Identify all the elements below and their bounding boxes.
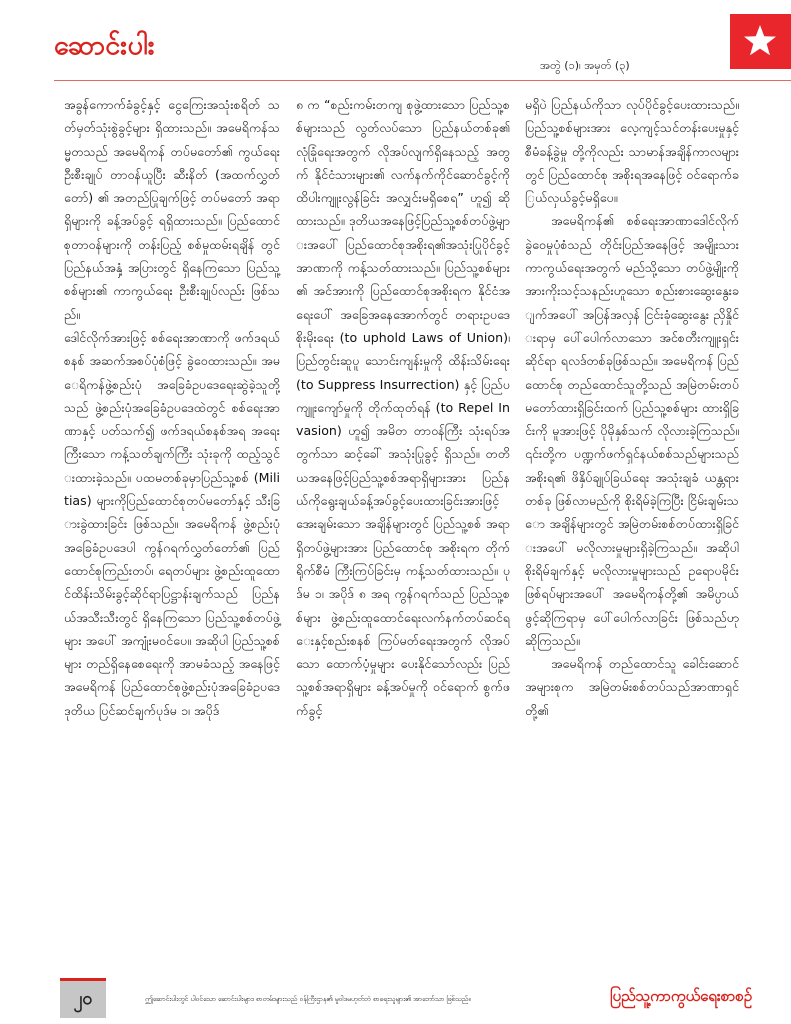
page-header [0,0,791,86]
section-title: ဆောင်းပါး [54,30,156,61]
paragraph: ဒေါင်လိုက်အားဖြင့် စစ်ရေးအာဏာကို ဖက်ဒရယ်စနစ် အဆက်အစပ်ပုံစံဖြင့် ခွဲဝေထားသည်။ အမေရိကန်ဖွဲ့စည်းပုံ အခြေခံဥပဒေရေးဆွဲခဲ့သူတို့သည် ဖွဲ့စည်းပုံအခြေခံဥပဒေထဲတွင် စစ်ရေးအာဏာနှင့် ပတ်သက်၍ ဖက်ဒရယ်စနစ်အရ အရေးကြီးသော ကန့်သတ်ချက်ကြီး သုံးခုကို ထည့်သွင်းထားခဲ့သည်။ ပထမတစ်ခုမှာပြည်သူ့စစ် (Militias) များကိုပြည်ထောင်စုတပ်မတော်နှင့် သီးခြားခွဲထားခြင်း ဖြစ်သည်။ အမေရိကန် ဖွဲ့စည်းပုံအခြေခံဥပဒေပါ ကွန်ဂရက်လွှတ်တော်၏ ပြည်ထောင်စုကြည်းတပ်၊ ရေတပ်များ ဖွဲ့စည်းထူထောင်ထိန်းသိမ်းခွင့်ဆိုင်ရာပြဋ္ဌာန်းချက်သည် ပြည်နယ်အသီးသီးတွင် ရှိနေကြသော ပြည်သူ့စစ်တပ်ဖွဲ့များ အပေါ် အကျုံးမဝင်ပေ။ အဆိုပါ ပြည်သူ့စစ်များ တည်ရှိနေစေရေးကို အာမခံသည့် အနေဖြင့် အမေရိကန် ပြည်ထောင်စုဖွဲ့စည်းပုံအခြေခံဥပဒေ ဒုတိယ ပြင်ဆင်ချက်ပုဒ်မ ၁၊ အပိုဒ် [64,329,280,718]
paragraph: ၈ က “စည်းကမ်းတကျ စုဖွဲ့ထားသော ပြည်သူ့စစ်များသည် လွတ်လပ်သော ပြည်နယ်တစ်ခု၏ လုံခြုံရေးအတွက် လိုအပ်လျက်ရှိနေသည့် အတွက် နိုင်ငံသားများ၏ လက်နက်ကိုင်ဆောင်ခွင့်ကို ထိပါးကျူးလွန်ခြင်း အလျှင်းမရှိစေရ” ဟူ၍ ဆိုထားသည်။ ဒုတိယအနေဖြင့်ပြည်သူ့စစ်တပ်ဖွဲ့များအပေါ် ပြည်ထောင်စုအစိုးရ၏အသုံးပြုပိုင်ခွင့် အာဏာကို ကန့်သတ်ထားသည်။ ပြည်သူ့စစ်များ၏ အင်အားကို ပြည်ထောင်စုအစိုးရက နိုင်ငံအရေးပေါ် အခြေအနေအောက်တွင် တရားဥပဒေ စိုးမိုးရေး (to uphold Laws of Union)၊ ပြည်တွင်းဆူပူ သောင်းကျန်းမှုကို ထိန်းသိမ်းရေး (to Suppress Insurrection) နှင့် ပြည်ပကျူးကျော်မှုကို တိုက်ထုတ်ရန် (to Repel Invasion) ဟူ၍ အမိတ တာဝန်ကြီး သုံးရပ်အတွက်သာ ဆင့်ခေါ် အသုံးပြုခွင့် ရှိသည်။ တတိယအနေဖြင့်ပြည်သူ့စစ်အရာရှိများအား ပြည်နယ်ကိုရွေးချယ်ခန့်အပ်ခွင့်ပေးထားခြင်းအားဖြင့် အေးချမ်းသော အချိန်များတွင် ပြည်သူ့စစ် အရာရှိတပ်ဖွဲ့များအား ပြည်ထောင်စု အစိုးရက တိုက်ရိုက်စီမံ ကြီးကြပ်ခြင်းမှ ကန့်သတ်ထားသည်။ ပုဒ်မ ၁၊ အပိုဒ် ၈ အရ ကွန်ဂရက်သည် ပြည်သူ့စစ်များ ဖွဲ့စည်းထူထောင်ရေးလက်နက်တပ်ဆင်ရေးနှင့်စည်းစနစ် ကြပ်မတ်ရေးအတွက် လိုအပ်သော ထောက်ပံ့မှုများ ပေးနိုင်သော်လည်း ပြည်သူ့စစ်အရာရှိများ ခန့်အပ်မှုကို ဝင်ရောက် စွက်ဖက်ခွင့် [296,97,510,718]
article-column-1 [64,93,280,722]
paragraph: အခွန်ကောက်ခံခွင့်နှင့် ငွေကြေးအသုံးစရိတ် သတ်မှတ်သုံးစွဲခွင့်များ ရှိထားသည်။ အမေရိကန်သမ္မတသည် အမေရိကန် တပ်မတော်၏ ကွယ်ရေး ဦးစီးချုပ် တာဝန်ယူပြီး ဆီးနိတ် (အထက်လွှတ်တော်) ၏ အတည်ပြုချက်ဖြင့် တပ်မတော် အရာရှိများကို ခန့်အပ်ခွင့် ရရှိထားသည်။ ပြည်ထောင်စုတာဝန်များကို တန်းပြည့် စစ်မှုထမ်းရချိန် တွင် ပြည်နယ်အနှံ့ အပြားတွင် ရှိနေကြသော ပြည်သူ့စစ်များ၏ ကာကွယ်ရေး ဦးစီးချုပ်လည်း ဖြစ်သည်။ [64,97,280,322]
flag-logo [730,14,791,69]
disclaimer-text: ဤဆောင်းပါးတွင် ပါဝင်သော ဆောင်းပါးများ၊ စာတမ်းများသည် ဝန်ကြီးဌာန၏ မူဝါဒမဟုတ်ဘဲ စာရေးသူများ၏ အာဘော်သာ ဖြစ်သည်။ [145,995,471,1003]
article-column-3 [525,93,739,722]
white-star-icon [742,23,778,59]
page-number-box [60,978,106,1018]
issue-label: အတွဲ (၁)၊ အမှတ် (၃) [540,59,630,72]
page-number: ၂၀ [73,988,93,1009]
article-column-2 [296,93,510,722]
paragraph: အမေရိကန်၏ စစ်ရေးအာဏာဒေါင်လိုက် ခွဲဝေမှုပုံစံသည် တိုင်းပြည်အနေဖြင့် အမျိုးသား ကာကွယ်ရေးအတွက် မည်သို့သော တပ်ဖွဲ့မျိုးကို အားကိုးသင့်သနည်းဟူသော စည်းစားဆွေးနွေးချက်အပေါ် အပြန်အလှန် ငြင်းခုံဆွေးနွေး ညှိနှိုင်းရာမှ ပေါ်ပေါက်လာသော အင်စတီးကျူးရှင်းဆိုင်ရာ ရလဒ်တစ်ခုဖြစ်သည်။ အမေရိကန် ပြည်ထောင်စု တည်ထောင်သူတို့သည် အမြဲတမ်းတပ်မတော်ထားရှိခြင်းထက် ပြည်သူ့စစ်များ ထားရှိခြင်းကို မူအားဖြင့် ပိုမိုနှစ်သက် လိုလားခဲ့ကြသည်။ ၎င်းတို့က ပဏ္ဍက်ဖက်ရှင်နယ်စစ်သည်များသည် အစိုးရ၏ ဖိနှိပ်ချုပ်ခြယ်ရေး အသုံးချခံ ယန္တရားတစ်ခု ဖြစ်လာမည်ကို စိုးရိမ်ခဲ့ကြပြီး ငြိမ်းချမ်းသော အချိန်များတွင် အမြဲတမ်းစစ်တပ်ထားရှိခြင်းအပေါ် မလိုလားမှုများရှိခဲ့ကြသည်။ အဆိုပါ စိုးရိမ်ချက်နှင့် မလိုလားမှုများသည် ဥရောပမိုင်း ဖြစ်ရပ်များအပေါ် အမေရိကန်တို့၏ အမိပ္ပာယ် ဖွင့်ဆိုကြရာမှ ပေါ်ပေါက်လာခြင်း ဖြစ်သည်ဟု ဆိုကြသည်။ [525,213,739,648]
page-footer [0,975,791,1024]
header-divider [54,80,791,81]
publication-brand: ပြည်သူ့ကာကွယ်ရေးစာစဉ် [610,987,753,1005]
paragraph: မရှိပဲ ပြည်နယ်ကိုသာ လုပ်ပိုင်ခွင့်ပေးထားသည်။ ပြည်သူ့စစ်များအား လေ့ကျင့်သင်တန်းပေးမှုနှင့် စီမံခန့်ခွဲမှု တို့ကိုလည်း သာမာန်အချိန်ကာလများတွင် ပြည်ထောင်စု အစိုးရအနေဖြင့် ဝင်ရောက်ခြယ်လှယ်ခွင့်မရှိပေ။ [525,97,739,206]
paragraph: အမေရိကန် တည်ထောင်သူ ခေါင်းဆောင်အများစုက အမြဲတမ်းစစ်တပ်သည်အာဏာရှင်တို့၏ [525,656,739,718]
